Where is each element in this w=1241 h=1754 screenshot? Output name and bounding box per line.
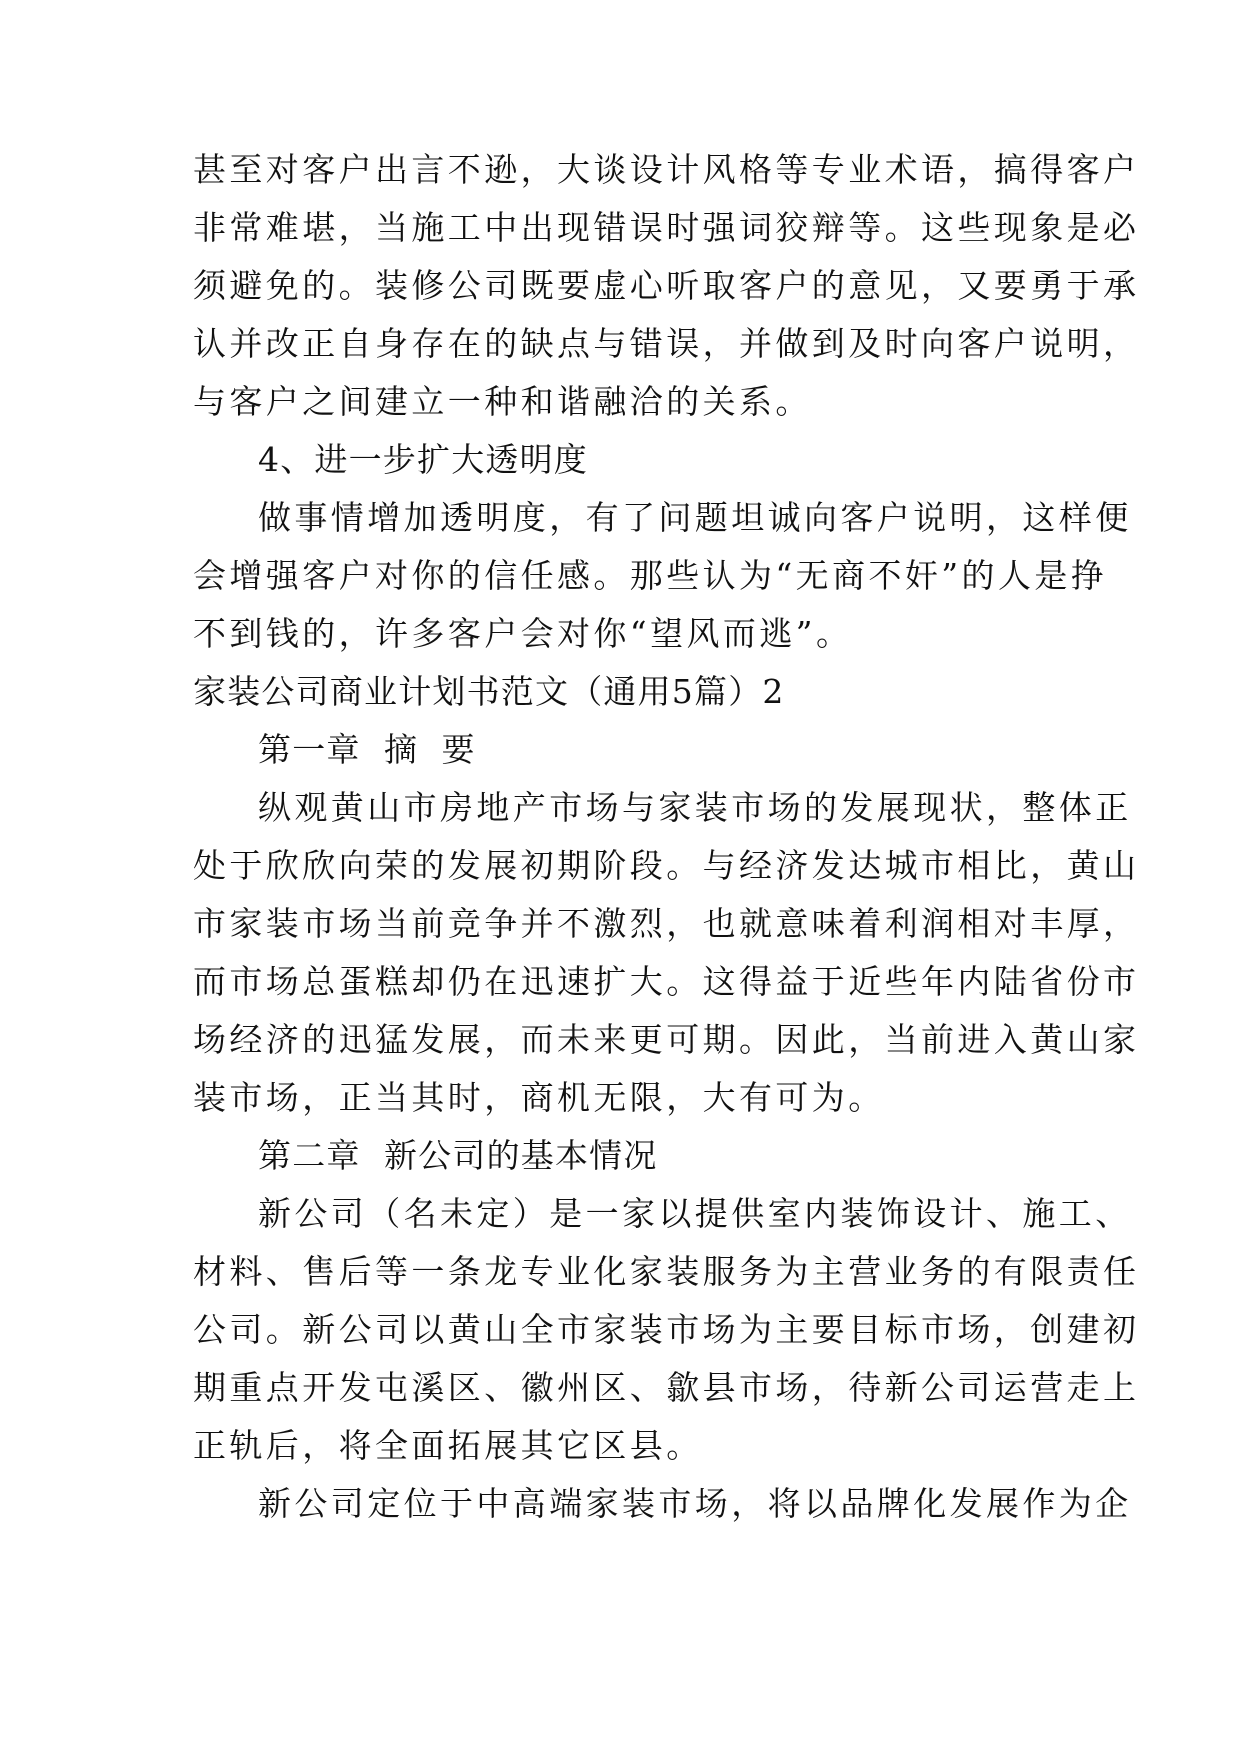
text-line: 新公司定位于中高端家装市场，将以品牌化发展作为企 [258, 1484, 1132, 1523]
text-line: 非常难堪，当施工中出现错误时强词狡辩等。这些现象是必 [193, 208, 1140, 247]
text-line: 公司。新公司以黄山全市家装市场为主要目标市场，创建初 [193, 1310, 1140, 1349]
text-line: 做事情增加透明度，有了问题坦诚向客户说明，这样便 [258, 498, 1132, 537]
text-line: 市家装市场当前竞争并不激烈，也就意味着利润相对丰厚， [193, 904, 1140, 943]
text-line: 处于欣欣向荣的发展初期阶段。与经济发达城市相比，黄山 [193, 846, 1140, 885]
text-line: 正轨后，将全面拓展其它区县。 [193, 1426, 703, 1465]
text-line: 纵观黄山市房地产市场与家装市场的发展现状，整体正 [258, 788, 1132, 827]
text-line: 而市场总蛋糕却仍在迅速扩大。这得益于近些年内陆省份市 [193, 962, 1140, 1001]
text-line: 与客户之间建立一种和谐融洽的关系。 [193, 382, 812, 421]
text-line: 新公司（名未定）是一家以提供室内装饰设计、施工、 [258, 1194, 1132, 1233]
text-line: 不到钱的，许多客户会对你“望风而逃”。 [193, 614, 853, 653]
chapter-heading: 第二章 新公司的基本情况 [258, 1136, 658, 1175]
text-line: 甚至对客户出言不逊，大谈设计风格等专业术语，搞得客户 [193, 150, 1140, 189]
chapter-heading: 第一章 摘 要 [258, 730, 476, 769]
text-line: 须避免的。装修公司既要虚心听取客户的意见，又要勇于承 [193, 266, 1140, 305]
text-line: 会增强客户对你的信任感。那些认为“无商不奸”的人是挣 [193, 556, 1108, 595]
document-title: 家装公司商业计划书范文（通用5篇）2 [193, 672, 785, 711]
text-line: 期重点开发屯溪区、徽州区、歙县市场，待新公司运营走上 [193, 1368, 1140, 1407]
text-line: 认并改正自身存在的缺点与错误，并做到及时向客户说明， [193, 324, 1140, 363]
section-heading: 4、进一步扩大透明度 [258, 440, 588, 479]
text-line: 装市场，正当其时，商机无限，大有可为。 [193, 1078, 885, 1117]
text-line: 场经济的迅猛发展，而未来更可期。因此，当前进入黄山家 [193, 1020, 1140, 1059]
text-line: 材料、售后等一条龙专业化家装服务为主营业务的有限责任 [193, 1252, 1140, 1291]
